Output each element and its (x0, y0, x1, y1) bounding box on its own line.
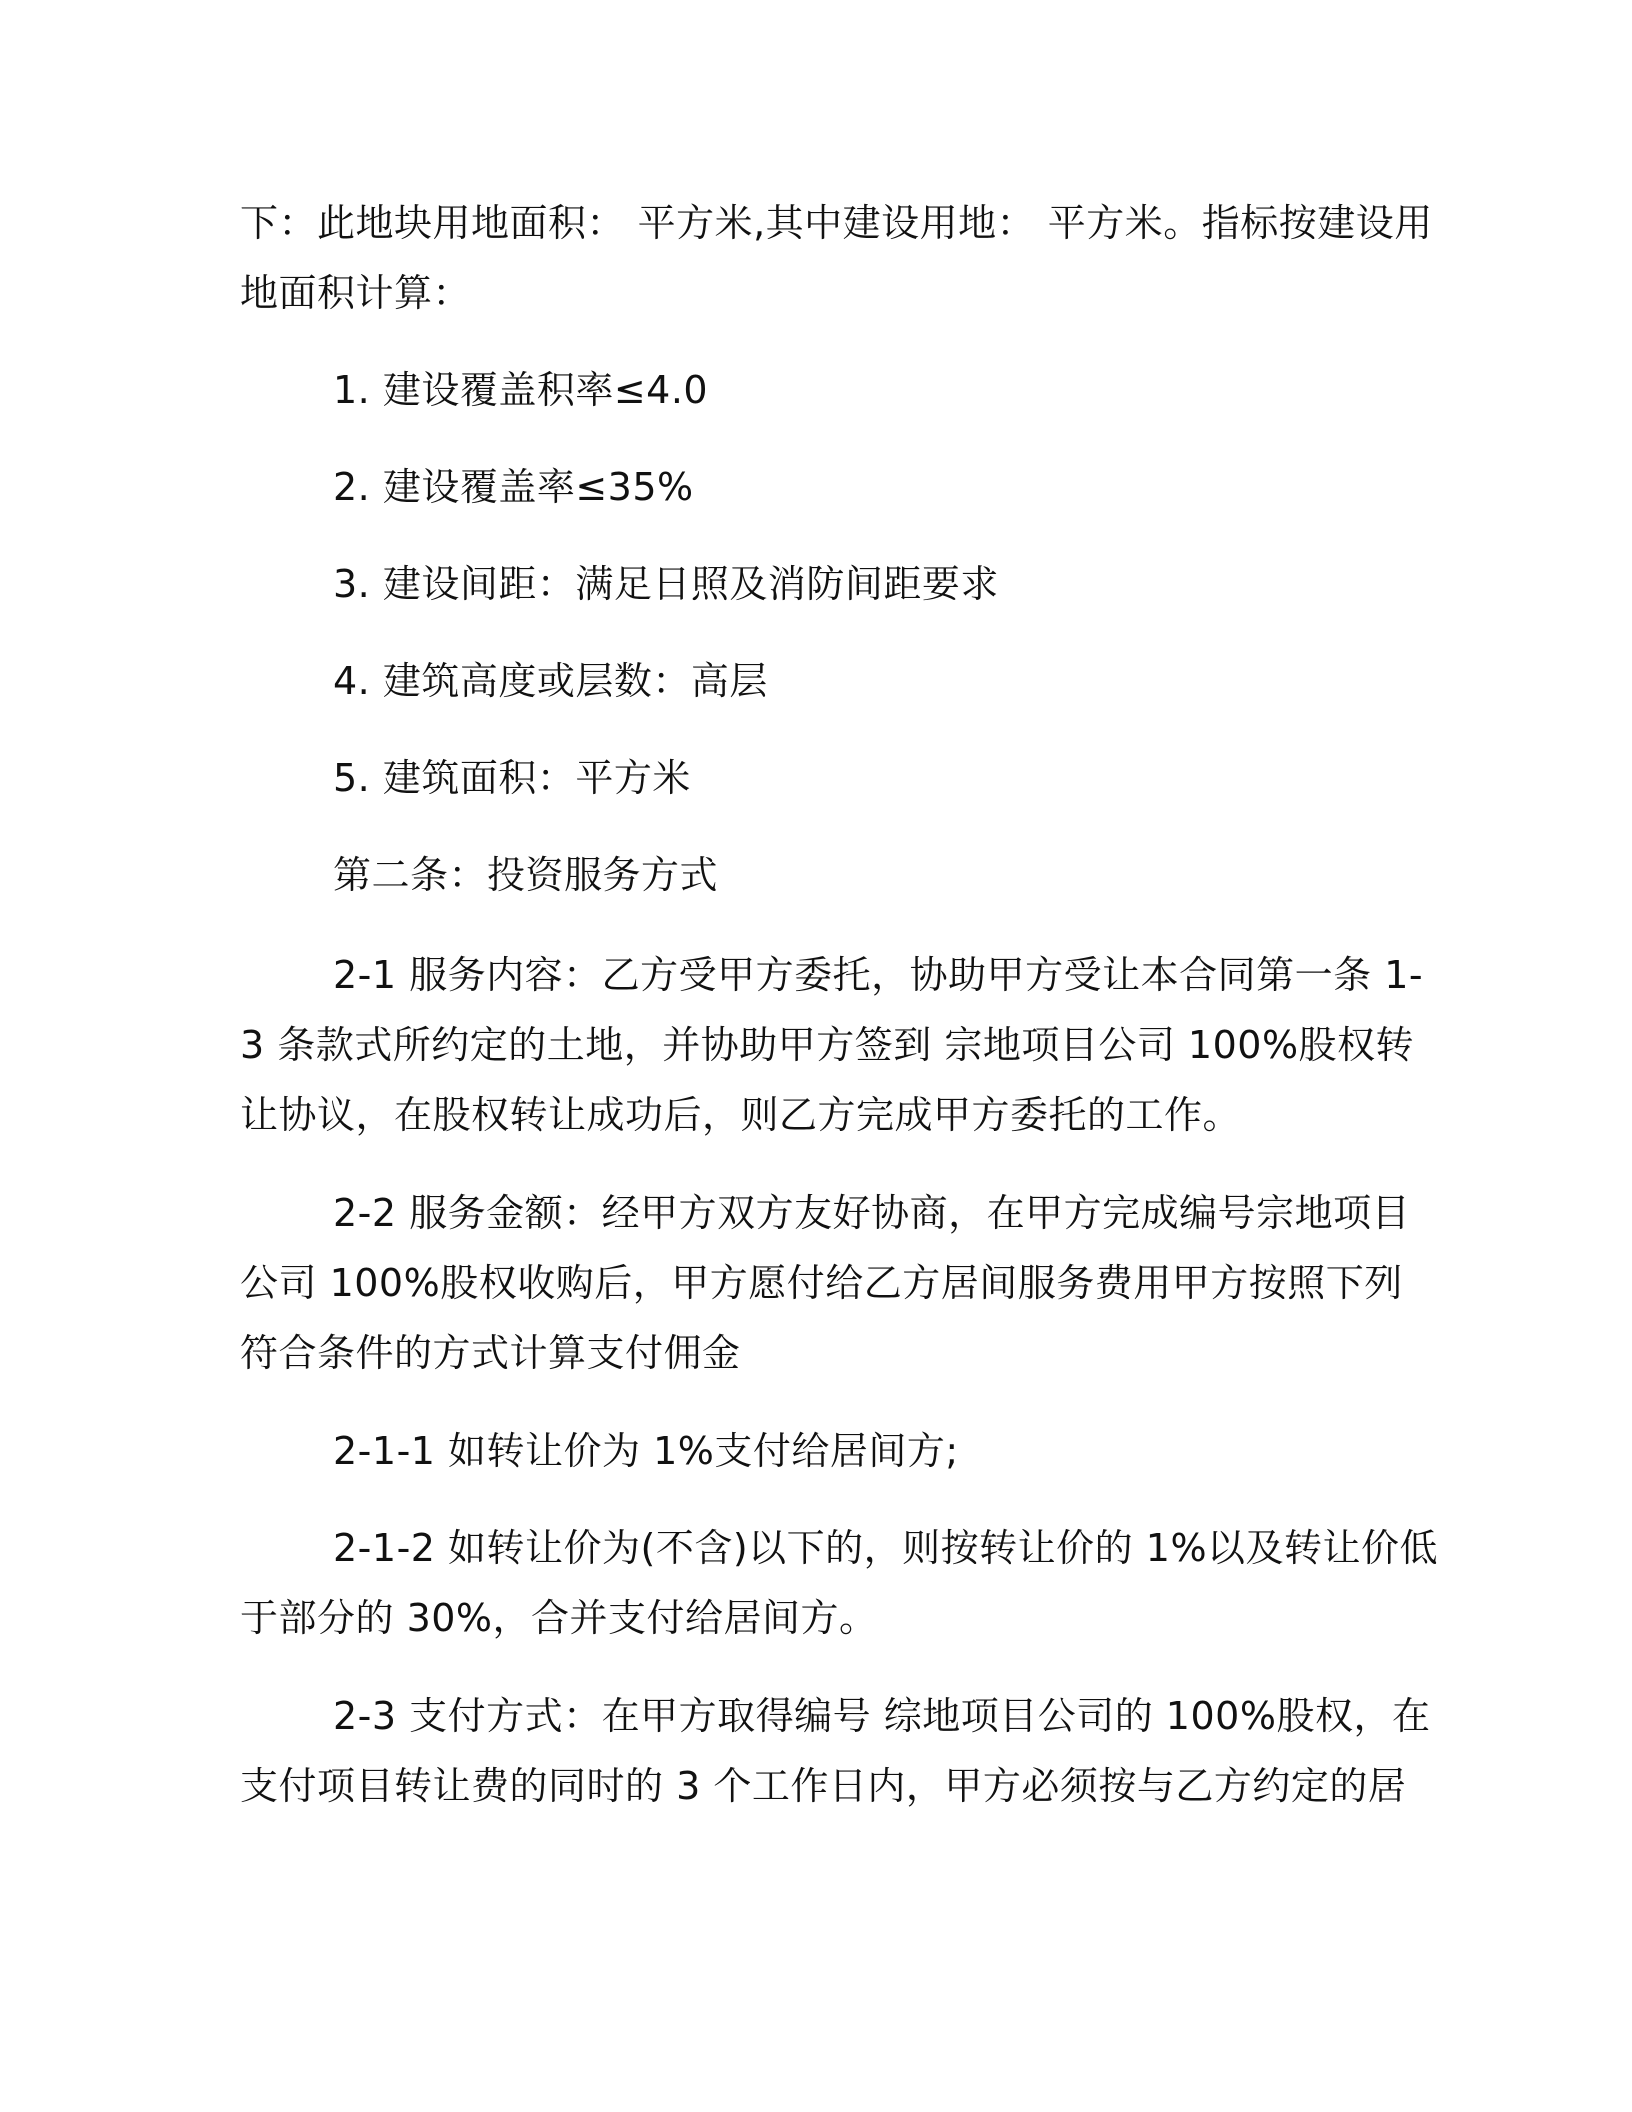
section-heading: 第二条：投资服务方式 (333, 853, 719, 897)
text-line: 让协议，在股权转让成功后，则乙方完成甲方委托的工作。 (240, 1093, 1242, 1137)
text-line: 3 条款式所约定的土地，并协助甲方签到 宗地项目公司 100%股权转 (240, 1023, 1415, 1067)
list-item: 2. 建设覆盖率≤35% (333, 465, 694, 509)
text-line: 2-1 服务内容：乙方受甲方委托，协助甲方受让本合同第一条 1- (333, 953, 1424, 997)
list-item: 3. 建设间距：满足日照及消防间距要求 (333, 562, 999, 606)
text-line: 2-1-2 如转让价为(不含)以下的，则按转让价的 1%以及转让价低 (333, 1526, 1439, 1570)
text-line: 2-2 服务金额：经甲方双方友好协商，在甲方完成编号宗地项目 (333, 1191, 1411, 1235)
list-item: 4. 建筑高度或层数：高层 (333, 659, 768, 703)
text-line: 下：此地块用地面积： 平方米,其中建设用地： 平方米。指标按建设用 (240, 201, 1433, 245)
text-line: 支付项目转让费的同时的 3 个工作日内，甲方必须按与乙方约定的居 (240, 1764, 1407, 1808)
text-line: 符合条件的方式计算支付佣金 (240, 1331, 741, 1375)
list-item: 1. 建设覆盖积率≤4.0 (333, 368, 709, 412)
text-line: 地面积计算： (240, 271, 472, 315)
text-line: 于部分的 30%，合并支付给居间方。 (240, 1596, 878, 1640)
list-item: 5. 建筑面积：平方米 (333, 756, 691, 800)
text-line: 公司 100%股权收购后，甲方愿付给乙方居间服务费用甲方按照下列 (240, 1261, 1403, 1305)
text-line: 2-1-1 如转让价为 1%支付给居间方; (333, 1429, 959, 1473)
text-line: 2-3 支付方式：在甲方取得编号 综地项目公司的 100%股权，在 (333, 1694, 1431, 1738)
